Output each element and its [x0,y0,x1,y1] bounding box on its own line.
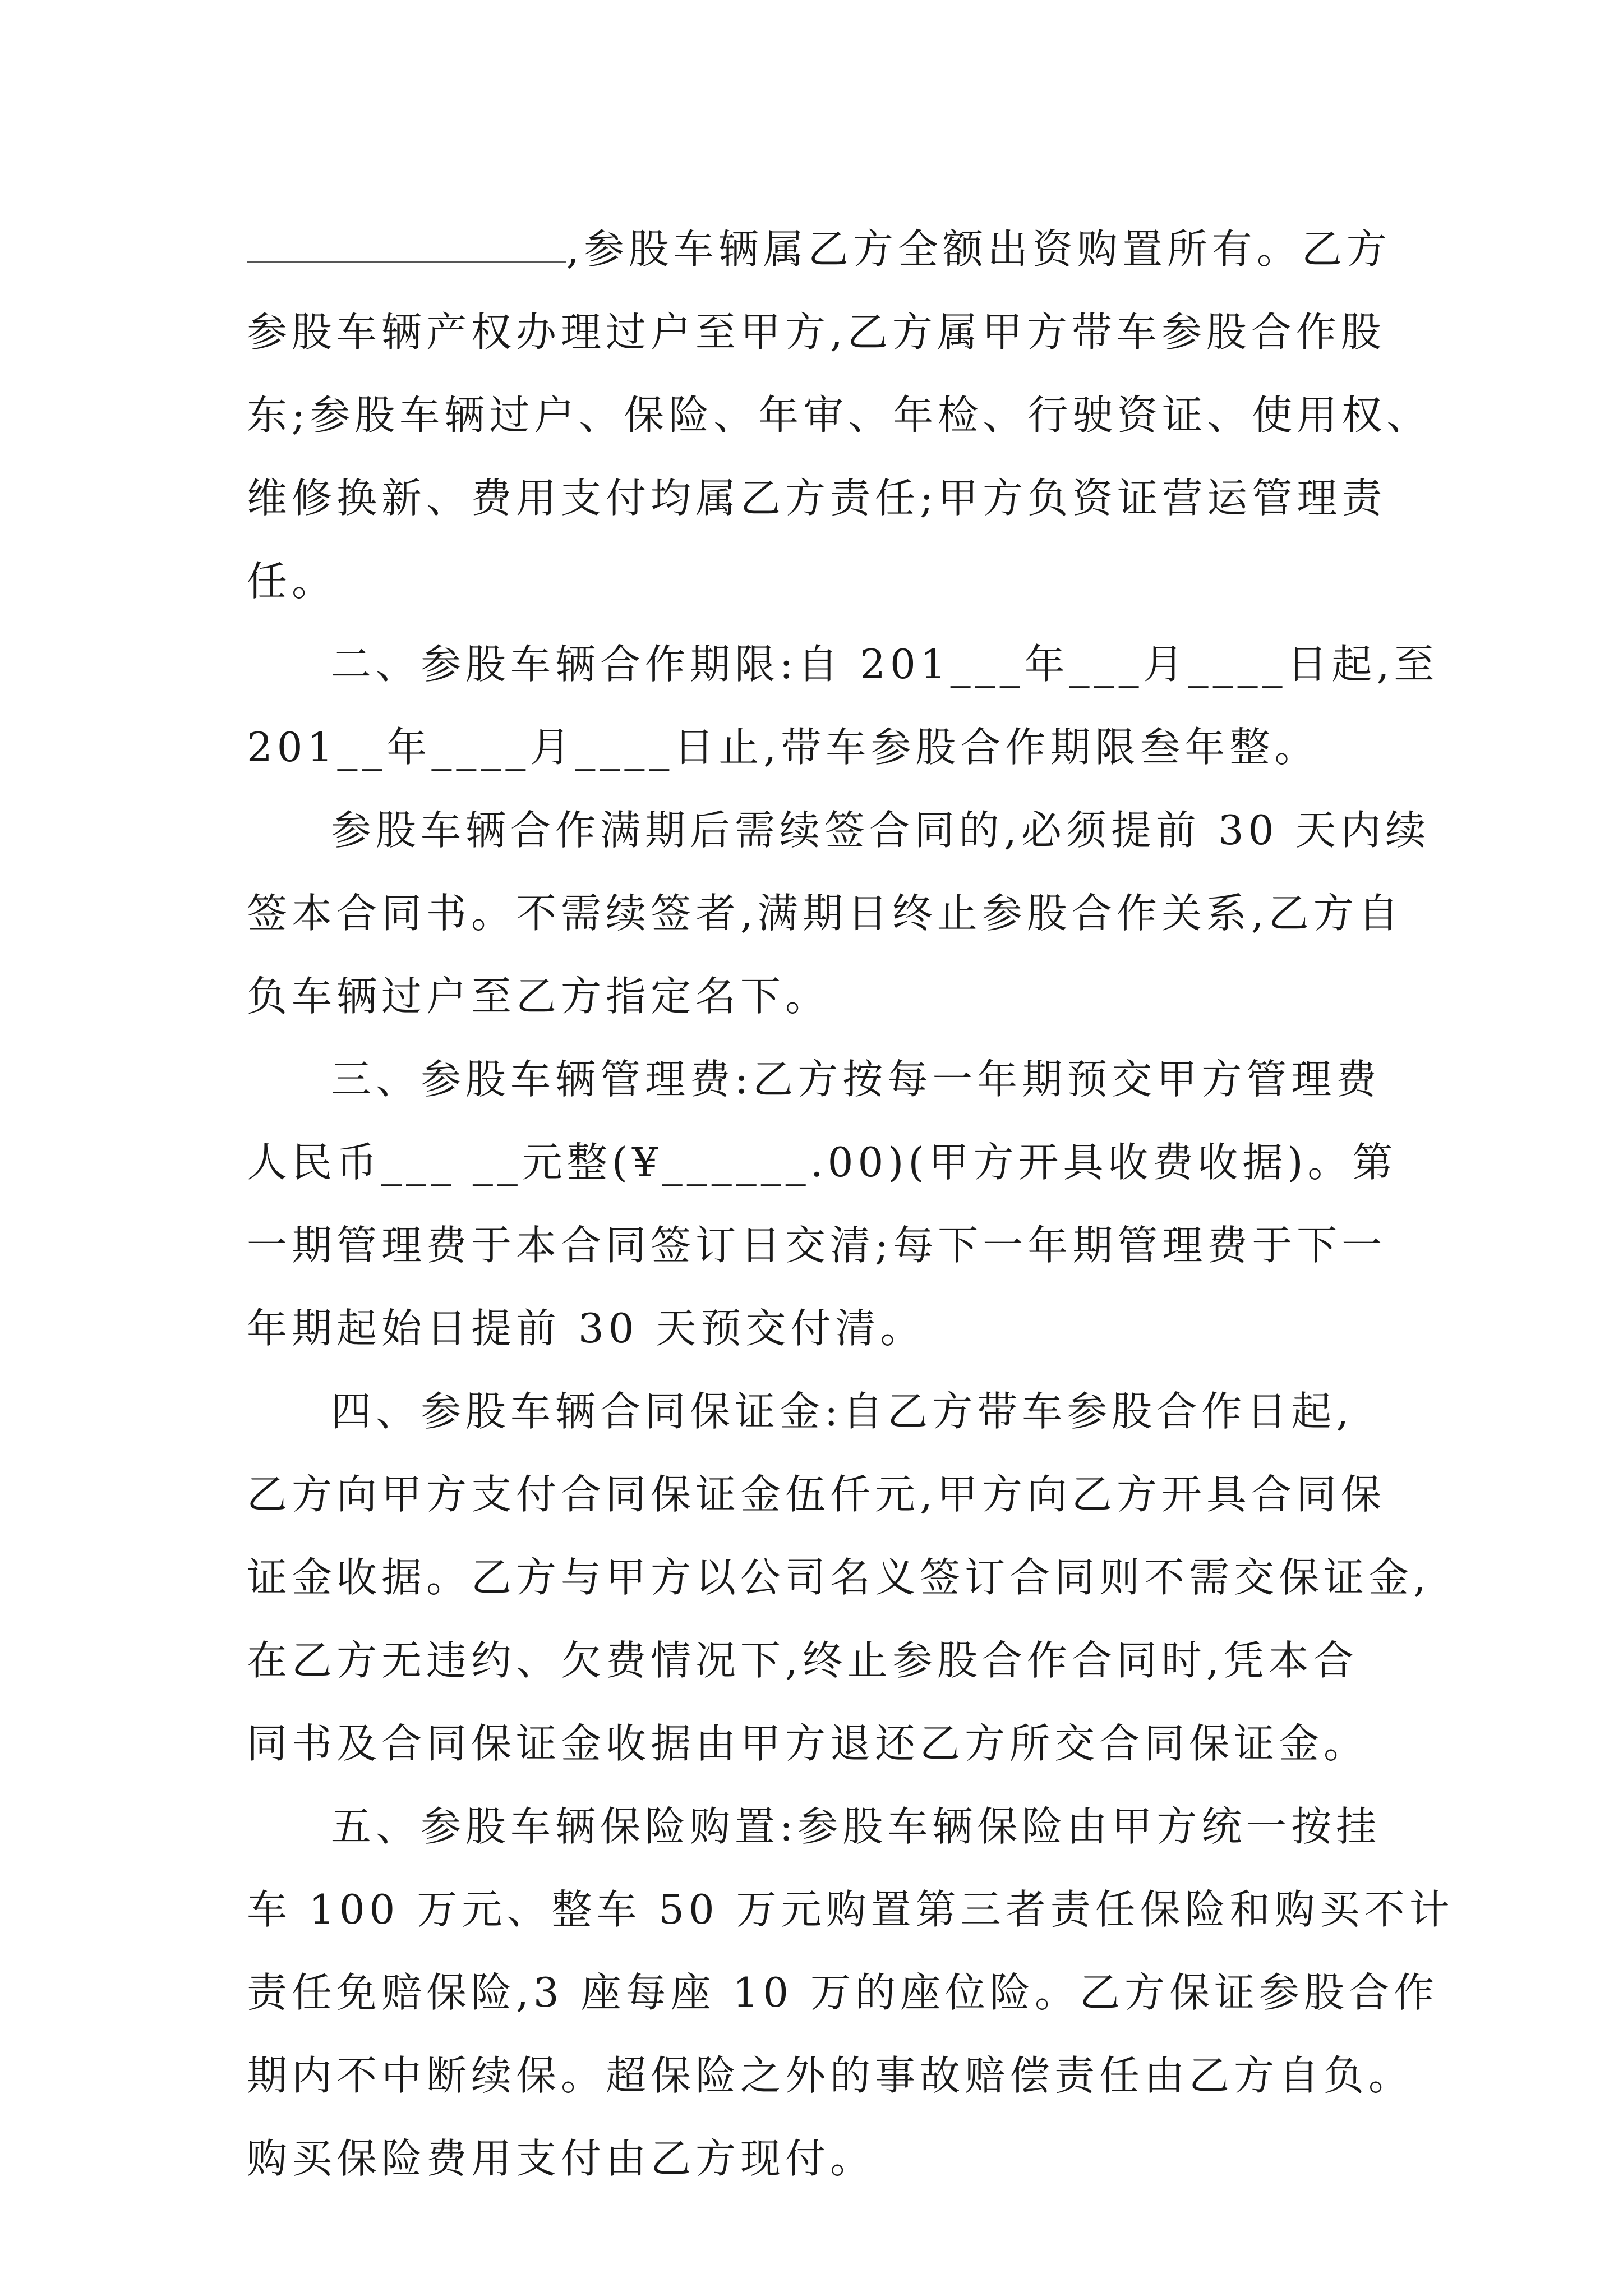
document-line [247,540,1424,623]
document-line [247,291,1424,374]
document-line [247,1536,1431,1619]
line-text: ,参股车辆属乙方全额出资购置所有。乙方 [566,226,1391,273]
line-text: 在乙方无违约、欠费情况下,终止参股合作合同时,凭本合 [247,1637,1358,1684]
line-text: 证金收据。乙方与甲方以公司名义签订合同则不需交保证金, [247,1554,1431,1601]
document-line [247,623,1439,706]
line-text: 年期起始日提前 30 天预交付清。 [247,1305,925,1352]
document-line [247,1951,1438,2034]
line-text: 二、参股车辆合作期限:自 201___年___月____日起,至 [331,641,1439,688]
document-line [247,1785,1424,1868]
document-line [247,1868,1454,1951]
document-line [247,1453,1424,1536]
fill-in-blank [247,227,566,263]
document-line [247,457,1424,540]
document-line [247,1370,1424,1453]
line-text: 人民币___ __元整(¥______.00)(甲方开具收费收据)。第 [247,1139,1398,1186]
line-text: 期内不中断续保。超保险之外的事故赔偿责任由乙方自负。 [247,2052,1414,2099]
document-line [247,1287,1424,1370]
line-text: 五、参股车辆保险购置:参股车辆保险由甲方统一按挂 [331,1803,1381,1850]
line-text: 车 100 万元、整车 50 万元购置第三者责任保险和购买不计 [247,1886,1454,1933]
line-text: 乙方向甲方支付合同保证金伍仟元,甲方向乙方开具合同保 [247,1471,1386,1518]
line-text: 四、参股车辆合同保证金:自乙方带车参股合作日起, [331,1388,1354,1435]
document-line [247,955,1424,1038]
document-line [247,706,1424,789]
line-text: 东;参股车辆过户、保险、年审、年检、行驶资证、使用权、 [247,392,1432,439]
line-text: 任。 [247,558,337,605]
document-line [247,2034,1424,2117]
line-text: 参股车辆合作满期后需续签合同的,必须提前 30 天内续 [331,807,1431,854]
document-line [247,1121,1424,1204]
document-line [247,872,1424,955]
line-text: 201__年____月____日止,带车参股合作期限叁年整。 [247,724,1320,771]
document-line [247,2117,1424,2200]
document-line [247,1038,1424,1121]
line-text: 参股车辆产权办理过户至甲方,乙方属甲方带车参股合作股 [247,309,1386,356]
line-text: 负车辆过户至乙方指定名下。 [247,973,831,1020]
document-line [247,1619,1424,1702]
document-line [247,208,1424,291]
document-line [247,1702,1424,1785]
document-line [247,1204,1424,1287]
line-text: 签本合同书。不需续签者,满期日终止参股合作关系,乙方自 [247,890,1403,937]
document-line [247,789,1431,872]
document-line [247,374,1432,457]
line-text: 三、参股车辆管理费:乙方按每一年期预交甲方管理费 [331,1056,1381,1103]
contract-body-text [247,208,1454,2200]
line-text: 维修换新、费用支付均属乙方责任;甲方负资证营运管理责 [247,475,1387,522]
line-text: 一期管理费于本合同签订日交清;每下一年期管理费于下一 [247,1222,1387,1269]
line-text: 同书及合同保证金收据由甲方退还乙方所交合同保证金。 [247,1720,1369,1767]
line-text: 购买保险费用支付由乙方现付。 [247,2135,875,2182]
line-text: 责任免赔保险,3 座每座 10 万的座位险。乙方保证参股合作 [247,1969,1438,2016]
